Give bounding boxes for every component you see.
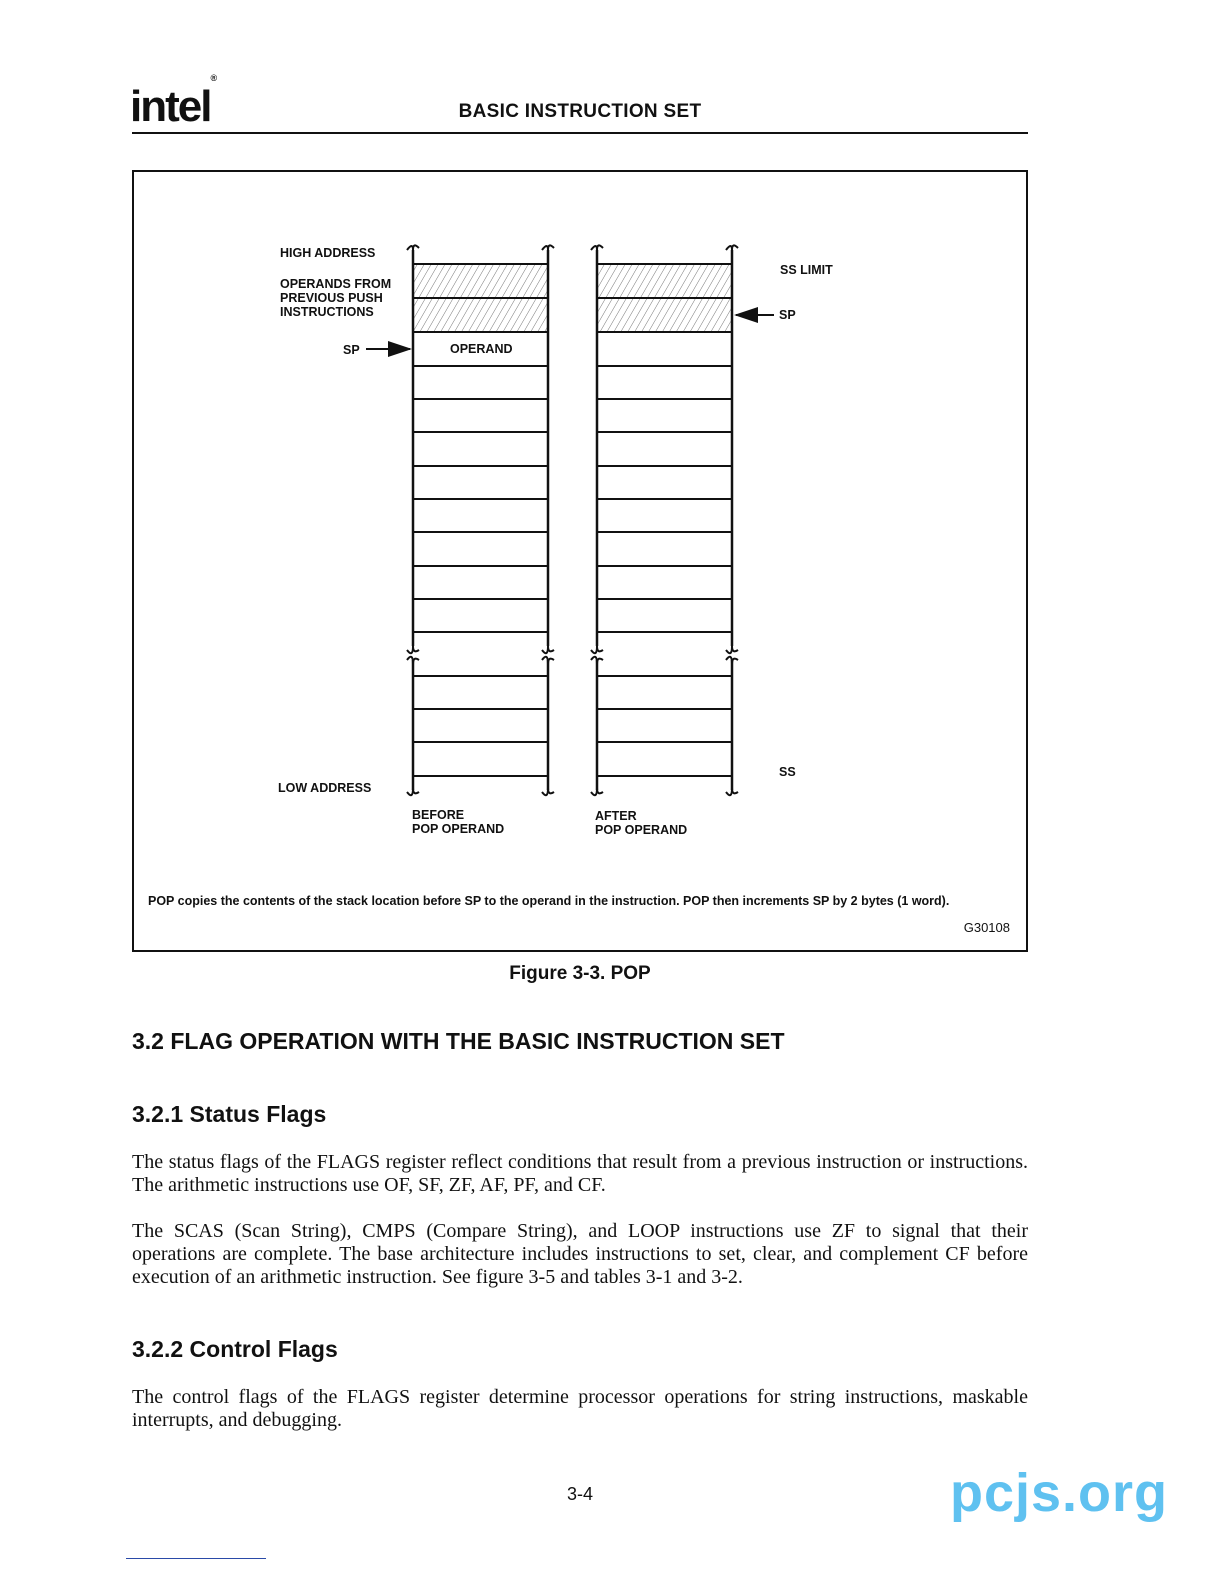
page-number: 3-4 xyxy=(566,1484,593,1504)
pcjs-watermark: pcjs.org xyxy=(950,1463,1169,1523)
label-sp-after: SP xyxy=(779,308,796,322)
logo-text: intel xyxy=(130,82,211,131)
header-rule xyxy=(132,132,1028,134)
subsection-heading-control-flags: 3.2.2 Control Flags xyxy=(132,1336,338,1362)
footer-link-line xyxy=(126,1558,266,1559)
label-before-2: POP OPERAND xyxy=(412,822,505,836)
before-stack xyxy=(407,245,554,795)
figure-title: Figure 3-3. POP xyxy=(509,963,651,984)
after-stack xyxy=(591,245,738,795)
label-sp-before: SP xyxy=(343,343,360,357)
label-low-address: LOW ADDRESS xyxy=(278,781,372,795)
label-instructions: INSTRUCTIONS xyxy=(280,305,374,319)
logo-registered-mark: ® xyxy=(210,73,218,84)
section-heading: 3.2 FLAG OPERATION WITH THE BASIC INSTRUCTION SET xyxy=(132,1028,785,1054)
label-ss: SS xyxy=(779,765,796,779)
paragraph-status-flags-2: The SCAS (Scan String), CMPS (Compare String), and LOOP instructions use ZF to signal that their operations are complete. The base architecture includes instructions to set, clear, and complement CF before execution of an arithmetic instruction. See figure 3-5 and tables 3-1 and 3-2. xyxy=(132,1220,1028,1288)
label-after-1: AFTER xyxy=(595,809,637,823)
stack-diagram xyxy=(132,170,1028,870)
label-operands-from: OPERANDS FROM xyxy=(280,277,392,291)
label-after-2: POP OPERAND xyxy=(595,823,688,837)
label-before-1: BEFORE xyxy=(412,808,465,822)
paragraph-status-flags-1: The status flags of the FLAGS register reflect conditions that result from a previous instruction or instructions. The arithmetic instructions use OF, SF, ZF, AF, PF, and CF. xyxy=(132,1151,1028,1196)
label-ss-limit: SS LIMIT xyxy=(780,263,833,277)
subsection-heading-status-flags: 3.2.1 Status Flags xyxy=(132,1101,327,1127)
running-header-title: BASIC INSTRUCTION SET xyxy=(458,101,702,122)
label-high-address: HIGH ADDRESS xyxy=(280,246,376,260)
label-operand: OPERAND xyxy=(450,342,513,356)
label-previous-push: PREVIOUS PUSH xyxy=(280,291,383,305)
figure-code: G30108 xyxy=(963,920,1010,935)
figure-caption-note: POP copies the contents of the stack location before SP to the operand in the instruction. POP then increments SP by 2 bytes (1 word). xyxy=(148,894,950,908)
paragraph-control-flags: The control flags of the FLAGS register determine processor operations for string instructions, maskable interrupts, and debugging. xyxy=(132,1386,1028,1431)
